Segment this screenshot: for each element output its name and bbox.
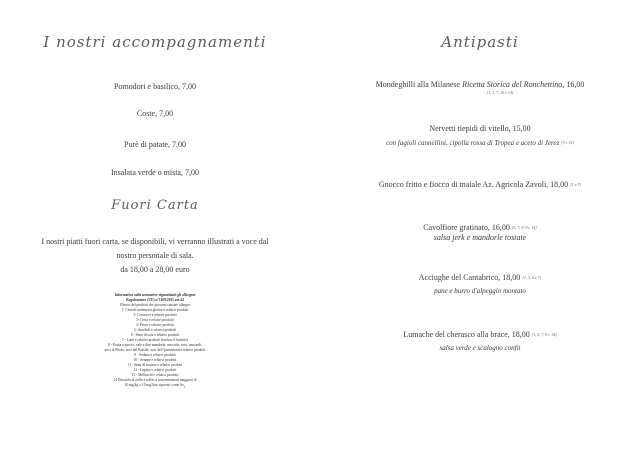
dish-gnocco: Gnocco fritto e fiocco di maiale Az. Agricola Zavoli, 18,00 [1 e 5] [378,180,582,189]
dish-acciughe: Acciughe del Cantabrico, 18,00 [1, 3, 4 e 7] pane e burro d'alpeggio montato [330,273,630,296]
allergen-item: 2- Crostacei e relativi prodotti [133,313,177,317]
fuori-carta-text-2: nostro personale di sala. [116,251,194,260]
allergen-item: 7 - Latte e relativi prodotti (incluso il lattosio) [121,338,189,342]
dish-description: pane e burro d'alpeggio montato [434,287,526,295]
dish-description: salsa jerk e mandorle tostate [433,233,527,242]
dish-cavolfiore: Cavolfiore gratinato, 16,00 [6, 7, 9, 9 e 14] salsa jerk e mandorle tostate [330,223,630,243]
allergen-regulation: Regolamento (UE) n°1169/2011 art.44 [126,298,184,302]
side-item: Purè di patate, 7,00 [124,140,186,149]
allergen-item: 3- Uova e relativi prodotti [136,318,174,322]
dish-lumache: Lumache del cherasco alla brace, 18,00 [1, 4, 7, 9 e 14] salsa verde e scalogno confit [330,330,630,353]
allergen-item: 8 - Frutta a guscio, vale a dire mandorle, nocciole, noci, anacardi, [107,343,203,347]
allergen-intro: Elenco dei prodotti che possono causare allergie [120,303,190,307]
dish-name: Nervetti tiepidi di vitello, 15,00 [429,124,531,133]
dish-allergens: [1, 3, 7, 10 e 14] [486,90,514,95]
allergen-item: 11 - Semi di sesamo e relativi prodotti [127,363,183,367]
dish-description: con fagioli cannellini, cipolla rossa di Tropea e aceto di Jerez [9 e 14] [386,139,574,147]
allergen-item: 10 - Senape e relativi prodotti [133,358,177,362]
allergen-item: 10 mg/kg o 10 mg/litro riportati come $So_2$ [124,383,186,389]
fuori-carta-heading: Fuori Carta [111,198,199,213]
allergen-item: 14 Diossido di zolfo e solfiti a concentrazioni maggiori di [113,378,197,382]
allergen-item: 12 - Lupino e relativi prodotti [133,368,177,372]
side-item: Insalata verde o mista, 7,00 [111,168,199,177]
allergen-item: 6 - Semi di soia e relativi prodotti [130,333,180,337]
dish-nervetti [330,124,630,148]
allergen-notice [0,293,310,390]
allergen-item: 5- Arachidi e relativi prodotti [133,328,177,332]
allergen-item: 1- Cereali contenenti glutine e relativi prodotti [121,308,189,312]
fuori-carta-text-1: I nostri piatti fuori carta, se disponibili, vi verranno illustrati a voce dal [41,237,269,246]
accompaniments-heading: I nostri accompagnamenti [43,33,267,51]
side-item: Pomodori e basilico, 7,00 [114,82,196,91]
side-item: Coste, 7,00 [136,109,174,118]
allergen-item: 9 - Sedano e relativi prodotti [134,353,176,357]
so-subscript: 2 [183,384,186,389]
allergen-item: noci di Pecan, noci del Brasile, noci del Queensland e relativi prodotti [104,348,206,352]
fuori-carta-price-range: da 18,00 a 28,00 euro [120,265,190,274]
allergen-item: 13 - Molluschi e relativi prodotti [131,373,179,377]
antipasti-heading: Antipasti [441,33,519,51]
dish-mondeghilli: Mondeghilli alla Milanese Ricetta Storica del Ronchettino, 16,00 [1, 3, 7, 10 e 14] [330,80,630,95]
allergen-item: 4- Pesce e relativi prodotti [136,323,174,327]
dish-description: salsa verde e scalogno confit [439,344,521,352]
allergen-title: Informativa sulle normative riguardanti gli allergeni [114,293,196,297]
